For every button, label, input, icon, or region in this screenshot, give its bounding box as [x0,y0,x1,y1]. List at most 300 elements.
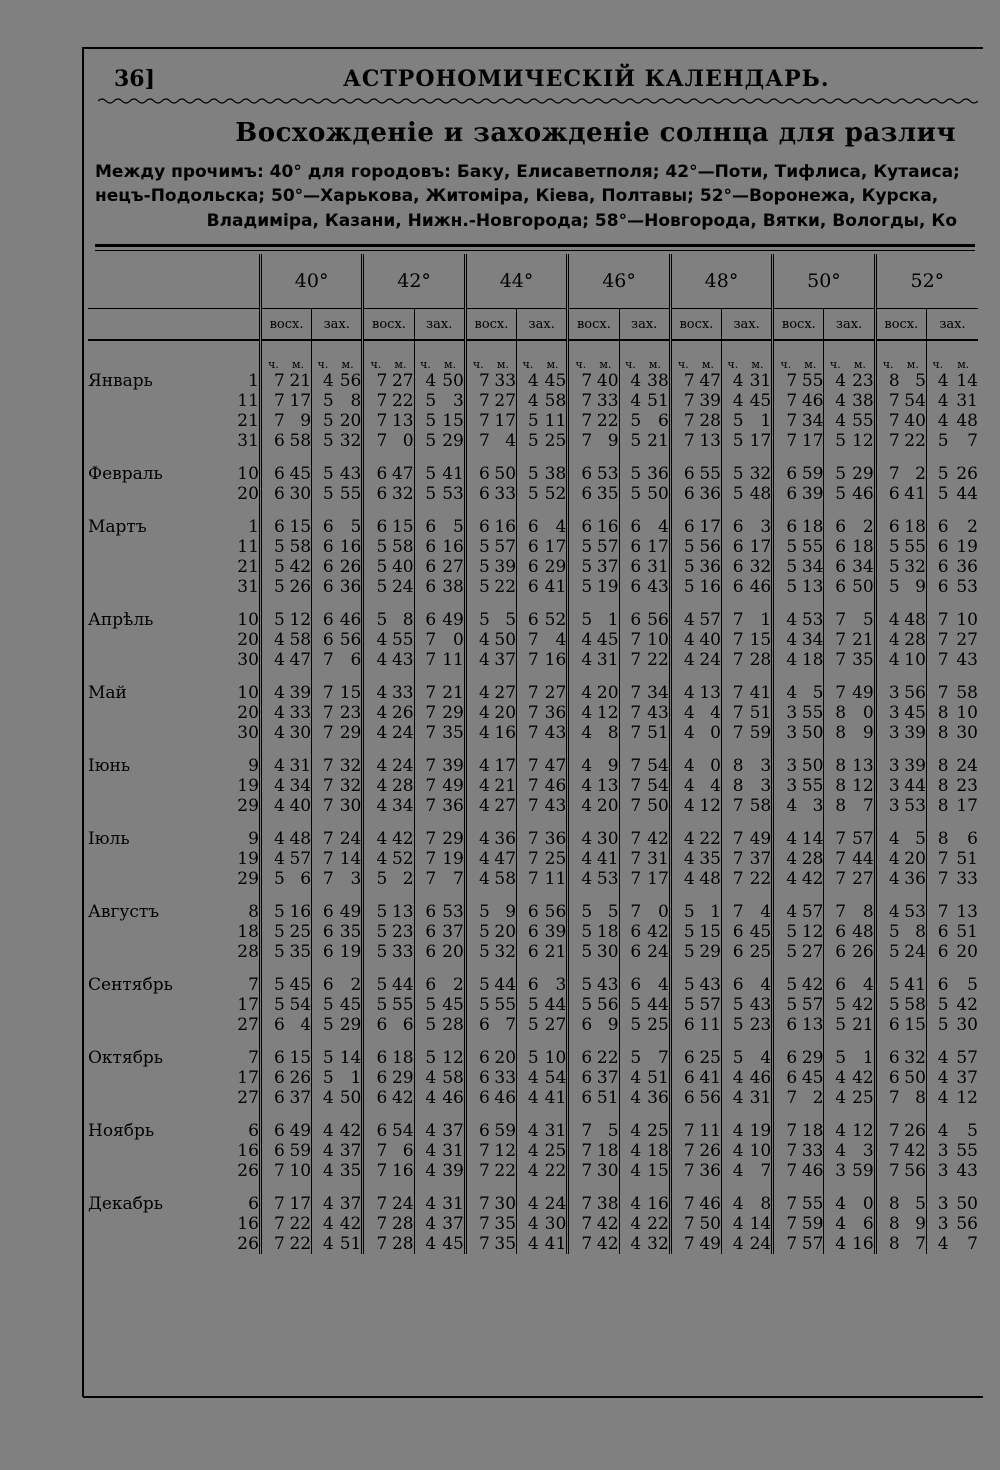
set-hour: 7 [312,796,334,816]
rise-hour: 7 [465,1161,489,1181]
set-hour: 7 [414,849,436,869]
set-minute: 42 [852,995,874,1015]
rise-hour: 5 [465,995,489,1015]
rise-minute: 24 [699,650,721,670]
rise-hour: 4 [260,630,284,650]
latitude-header: 46° [568,254,670,309]
set-minute: 37 [956,1068,978,1088]
header-corner [88,254,260,309]
set-minute: 1 [760,610,772,630]
rise-minute: 17 [699,517,721,537]
set-hour: 4 [312,1194,334,1214]
rise-minute: 20 [494,703,517,723]
set-minute: 24 [339,829,362,849]
rise-minute: 16 [699,577,721,597]
set-minute: 42 [956,995,978,1015]
set-minute: 1 [862,1048,874,1068]
set-hour: 5 [414,484,436,504]
rise-minute: 45 [904,703,926,723]
set-minute: 32 [749,464,772,484]
rise-minute: 45 [801,1068,824,1088]
rise-hour: 5 [568,942,592,962]
set-hour: 7 [517,630,539,650]
set-minute: 46 [749,1068,772,1088]
rise-hour: 4 [568,703,592,723]
rise-hour: 4 [875,849,899,869]
rise-minute: 41 [904,484,926,504]
day-cell: 29 [237,869,259,889]
set-hour: 3 [926,1214,948,1234]
hour-unit: ч. [875,340,899,371]
rise-hour: 4 [568,756,592,776]
set-minute: 3 [453,391,464,411]
set-minute: 46 [749,577,772,597]
rise-minute: 28 [391,1214,414,1234]
rise-hour: 4 [568,723,592,743]
rise-minute: 10 [289,1161,312,1181]
set-minute: 16 [442,537,464,557]
day-cell: 26 [237,1161,259,1181]
set-hour: 7 [312,683,334,703]
rise-minute: 33 [494,484,517,504]
table-row [88,1048,978,1068]
rise-minute: 44 [494,975,517,995]
rise-minute: 16 [289,902,312,922]
rise-minute: 32 [391,484,414,504]
rise-minute: 30 [596,829,619,849]
rise-hour: 5 [260,902,284,922]
set-minute: 31 [544,1121,567,1141]
month-gap [88,504,978,517]
rise-minute: 36 [494,829,517,849]
set-minute: 44 [956,484,978,504]
set-hour: 6 [722,922,744,942]
set-hour: 4 [619,1121,641,1141]
set-minute: 6 [657,411,669,431]
set-hour: 6 [722,517,744,537]
rise-minute: 20 [904,849,926,869]
set-hour: 4 [824,391,846,411]
rise-hour: 3 [875,703,899,723]
rise-hour: 4 [875,829,899,849]
set-hour: 7 [926,683,948,703]
rise-hour: 8 [875,1194,899,1214]
rise-hour: 4 [260,723,284,743]
day-cell: 30 [237,650,259,670]
rise-hour: 4 [773,869,797,889]
set-hour: 4 [619,391,641,411]
set-hour: 7 [824,902,846,922]
set-minute: 4 [555,517,567,537]
set-minute: 56 [647,610,669,630]
set-hour: 7 [414,829,436,849]
table-row [88,391,978,411]
day-cell: 19 [237,849,259,869]
rise-hour: 4 [670,650,694,670]
set-minute: 8 [760,1194,772,1214]
set-minute: 17 [544,537,567,557]
rise-minute: 28 [391,1234,414,1254]
rise-minute: 35 [494,1214,517,1234]
rise-minute: 26 [391,703,414,723]
month-gap [88,1181,978,1194]
set-minute: 29 [339,1015,362,1035]
set-hour: 4 [312,1121,334,1141]
rise-minute: 58 [494,869,517,889]
rise-minute: 53 [596,464,619,484]
rise-hour: 4 [363,829,387,849]
set-minute: 3 [760,517,772,537]
rise-hour: 6 [568,1088,592,1108]
rise-hour: 4 [568,630,592,650]
rise-minute: 50 [801,756,824,776]
set-hour: 3 [926,1141,948,1161]
rise-hour: 5 [670,902,694,922]
month-label [88,630,211,650]
set-minute: 38 [544,464,567,484]
set-minute: 18 [647,1141,669,1161]
rise-minute: 45 [289,975,312,995]
set-hour: 6 [619,557,641,577]
rise-hour: 5 [363,942,387,962]
rise-hour: 7 [568,1141,592,1161]
set-minute: 31 [442,1194,464,1214]
set-minute: 5 [453,517,464,537]
rise-hour: 7 [875,391,899,411]
rise-minute: 53 [801,610,824,630]
minute-unit: м. [546,358,559,371]
day-cell: 21 [237,411,259,431]
rise-hour: 3 [773,776,797,796]
minute-unit: м. [701,358,714,371]
set-minute: 51 [956,849,978,869]
set-minute: 14 [339,1048,362,1068]
month-label: Августъ [88,902,160,922]
rise-minute: 15 [904,1015,926,1035]
set-hour: 4 [517,371,539,391]
set-hour: 6 [414,517,436,537]
set-minute: 19 [956,537,978,557]
rise-hour: 6 [363,464,387,484]
month-label: Мартъ [88,517,147,537]
set-hour: 5 [824,1015,846,1035]
rise-hour: 7 [773,391,797,411]
set-hour: 4 [619,1141,641,1161]
rise-hour: 6 [670,517,694,537]
rise-minute: 34 [801,557,824,577]
set-hour: 6 [619,975,641,995]
header-corner-unit [88,340,260,371]
set-minute: 31 [749,371,772,391]
set-minute: 49 [749,829,772,849]
set-minute: 7 [967,431,978,451]
set-hour: 4 [414,1141,436,1161]
set-hour: 6 [824,975,846,995]
month-gap [88,1108,978,1121]
set-minute: 44 [647,995,669,1015]
rise-hour: 7 [363,1194,387,1214]
set-minute: 45 [442,1234,464,1254]
rise-minute: 50 [904,1068,926,1088]
day-cell: 16 [237,1214,259,1234]
table-row [88,1088,978,1108]
rise-hour: 5 [670,922,694,942]
rise-hour: 6 [260,1048,284,1068]
set-minute: 30 [339,796,362,816]
set-hour: 7 [926,650,948,670]
set-hour: 5 [926,431,948,451]
month-label [88,942,211,962]
rise-hour: 7 [670,391,694,411]
set-minute: 57 [852,829,874,849]
rise-hour: 6 [670,1088,694,1108]
rise-minute: 33 [494,371,517,391]
rise-minute: 36 [699,484,721,504]
rise-hour: 5 [773,557,797,577]
table-row [88,869,978,889]
rise-hour: 5 [875,577,899,597]
set-minute: 13 [852,756,874,776]
set-hour: 6 [926,942,948,962]
rise-minute: 9 [915,577,926,597]
rise-hour: 4 [670,756,694,776]
rise-hour: 8 [875,1214,899,1234]
set-hour: 7 [824,869,846,889]
set-minute: 6 [862,1214,874,1234]
rise-hour: 4 [363,776,387,796]
set-hour: 6 [619,577,641,597]
set-minute: 29 [852,464,874,484]
table-row [88,849,978,869]
set-hour: 7 [824,650,846,670]
table-row [88,577,978,597]
set-hour: 5 [414,391,436,411]
set-header: зах. [312,309,363,341]
rise-hour: 5 [260,975,284,995]
table-body [88,371,978,1254]
hour-unit: ч. [517,340,539,371]
set-minute: 31 [956,391,978,411]
rise-hour: 7 [773,1194,797,1214]
set-hour: 6 [517,610,539,630]
set-header: зах. [414,309,465,341]
set-hour: 7 [619,849,641,869]
rise-minute: 43 [391,650,414,670]
rise-minute: 40 [699,630,721,650]
rise-hour: 4 [773,650,797,670]
table-row [88,776,978,796]
rise-hour: 4 [465,650,489,670]
rise-minute: 34 [801,630,824,650]
rise-minute: 17 [494,411,517,431]
sunrise-sunset-table [88,254,978,1254]
set-hour: 5 [517,484,539,504]
rise-hour: 5 [875,975,899,995]
rise-hour: 6 [465,1048,489,1068]
rise-hour: 4 [875,902,899,922]
set-minute: 0 [862,703,874,723]
set-minute: 58 [749,796,772,816]
rise-minute: 8 [402,610,414,630]
day-cell: 28 [237,942,259,962]
wavy-rule [98,96,978,106]
table-row [88,1214,978,1234]
rise-hour: 4 [465,849,489,869]
rise-minute: 58 [289,630,312,650]
set-minute: 25 [647,1121,669,1141]
set-hour: 6 [312,975,334,995]
rise-minute: 50 [801,723,824,743]
rise-hour: 4 [670,723,694,743]
rise-hour: 4 [568,849,592,869]
rise-hour: 4 [465,776,489,796]
set-hour: 5 [619,484,641,504]
rise-minute: 15 [699,922,721,942]
set-hour: 4 [722,1194,744,1214]
set-hour: 5 [619,431,641,451]
set-minute: 15 [339,683,362,703]
set-hour: 4 [619,371,641,391]
day-cell: 26 [237,1234,259,1254]
set-minute: 25 [544,849,567,869]
set-hour: 4 [517,1068,539,1088]
rise-hour: 5 [260,995,284,1015]
rise-hour: 5 [363,869,387,889]
rise-minute: 14 [801,829,824,849]
rise-hour: 7 [670,1214,694,1234]
set-minute: 17 [647,869,669,889]
rise-hour: 6 [465,484,489,504]
set-minute: 23 [852,371,874,391]
set-hour: 4 [517,1234,539,1254]
rise-minute: 32 [904,1048,926,1068]
set-minute: 5 [862,610,874,630]
set-hour: 5 [414,464,436,484]
table-row [88,484,978,504]
set-minute: 29 [339,723,362,743]
rise-hour: 7 [568,1234,592,1254]
page-frame-top [83,47,983,49]
minute-unit: м. [599,358,612,371]
rise-hour: 4 [260,703,284,723]
rise-minute: 22 [596,1048,619,1068]
set-minute: 43 [647,703,669,723]
latitude-header: 48° [670,254,772,309]
rise-hour: 4 [465,630,489,650]
set-hour: 7 [722,610,744,630]
day-cell: 27 [237,1015,259,1035]
rise-minute: 46 [801,1161,824,1181]
set-minute: 25 [647,1015,669,1035]
set-minute: 47 [544,756,567,776]
rise-hour: 5 [363,610,387,630]
rise-hour: 5 [465,537,489,557]
set-hour: 5 [517,411,539,431]
rise-minute: 5 [607,902,619,922]
day-cell: 18 [237,922,259,942]
rise-minute: 57 [699,610,721,630]
table-row [88,557,978,577]
set-minute: 4 [657,975,669,995]
rise-minute: 18 [904,517,926,537]
rise-minute: 56 [596,995,619,1015]
set-minute: 49 [442,776,464,796]
rise-hour: 5 [670,577,694,597]
set-minute: 35 [339,1161,362,1181]
rise-hour: 7 [670,431,694,451]
rise-hour: 4 [260,849,284,869]
set-hour: 4 [722,1068,744,1088]
set-hour: 4 [414,1088,436,1108]
set-hour: 8 [824,703,846,723]
month-label [88,650,211,670]
rise-hour: 6 [670,464,694,484]
set-hour: 4 [926,1121,948,1141]
month-label [88,1161,211,1181]
set-hour: 4 [926,1234,948,1254]
rise-hour: 6 [875,484,899,504]
set-minute: 14 [749,1214,772,1234]
rise-minute: 31 [289,756,312,776]
set-hour: 4 [414,1214,436,1234]
rise-hour: 7 [363,411,387,431]
rise-minute: 33 [289,703,312,723]
rise-hour: 5 [773,537,797,557]
set-hour: 5 [312,995,334,1015]
rise-minute: 53 [596,869,619,889]
rise-hour: 5 [773,995,797,1015]
rise-minute: 54 [289,995,312,1015]
set-minute: 36 [339,577,362,597]
set-hour: 5 [926,1015,948,1035]
hour-unit: ч. [670,340,694,371]
rise-minute: 59 [289,1141,312,1161]
set-minute: 52 [544,610,567,630]
set-minute: 5 [350,517,362,537]
rise-minute: 27 [801,942,824,962]
rise-hour: 6 [260,464,284,484]
set-hour: 6 [824,537,846,557]
rise-hour: 4 [465,723,489,743]
set-minute: 22 [647,1214,669,1234]
set-minute: 41 [749,683,772,703]
page-number: 36] [114,66,156,92]
set-hour: 6 [414,975,436,995]
rise-hour: 6 [363,1068,387,1088]
set-minute: 3 [555,975,567,995]
rise-hour: 7 [773,411,797,431]
table-row [88,371,978,391]
rise-minute: 50 [494,630,517,650]
set-minute: 23 [956,776,978,796]
rise-minute: 41 [596,849,619,869]
set-hour: 4 [824,1141,846,1161]
set-hour: 7 [312,703,334,723]
set-minute: 10 [544,1048,567,1068]
set-hour: 6 [926,577,948,597]
rise-hour: 4 [875,869,899,889]
set-minute: 17 [647,537,669,557]
rise-minute: 47 [391,464,414,484]
rise-hour: 5 [875,942,899,962]
set-hour: 7 [414,796,436,816]
rise-minute: 22 [494,577,517,597]
rise-hour: 3 [875,756,899,776]
set-hour: 7 [722,869,744,889]
month-label [88,796,211,816]
table-row [88,756,978,776]
rise-hour: 6 [363,1048,387,1068]
